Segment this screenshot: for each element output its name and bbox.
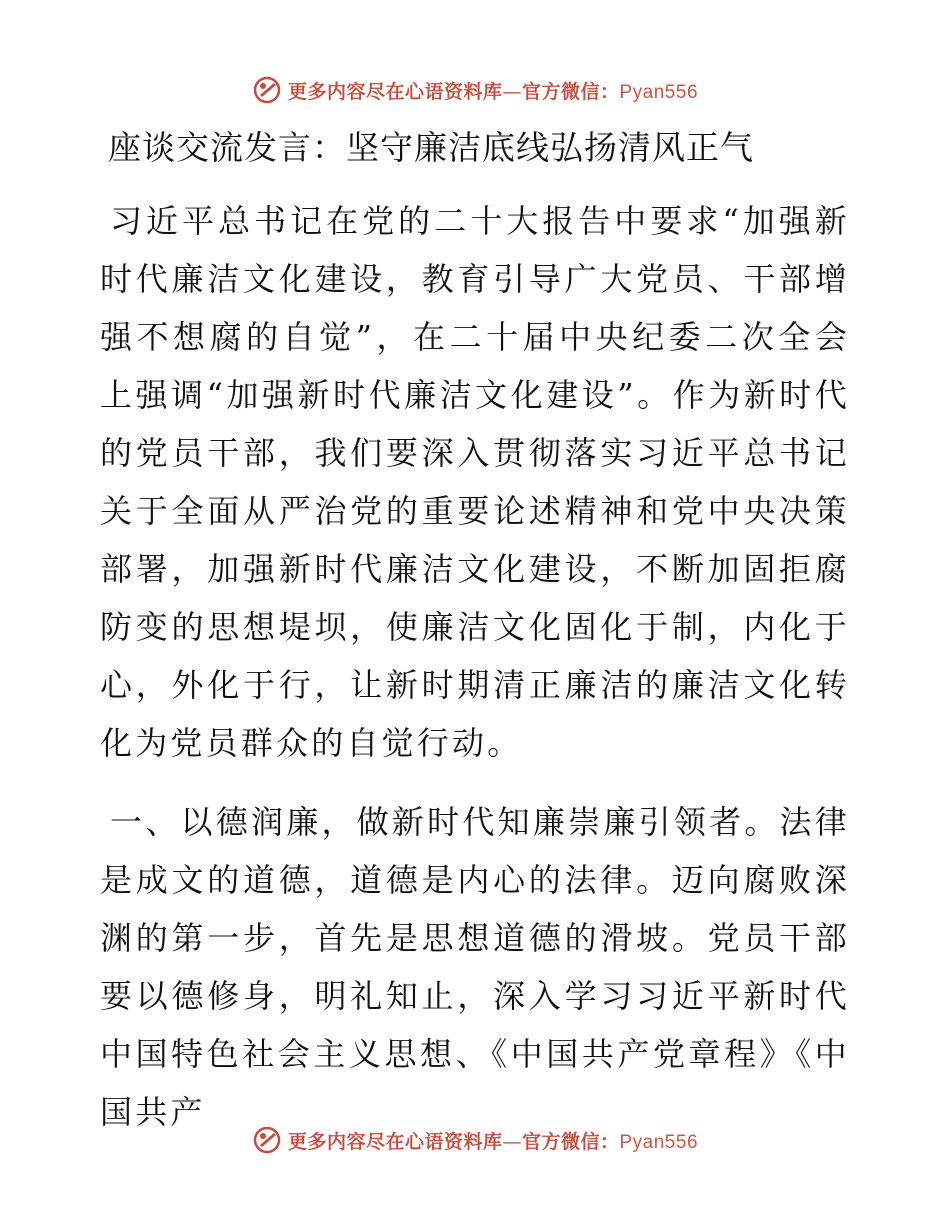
document-title: 座谈交流发言：坚守廉洁底线弘扬清风正气 [108, 128, 754, 167]
paragraph-intro: 习近平总书记在党的二十大报告中要求“加强新时代廉洁文化建设，教育引导广大党员、干部增强不想腐的自觉”，在二十届中央纪委二次全会上强调“加强新时代廉洁文化建设”。作为新时代的党员干部，我们要深入贯彻落实习近平总书记关于全面从严治党的重要论述精神和党中央决策部署，加强新时代廉洁文化建设，不断加固拒腐防变的思想堤坝，使廉洁文化固化于制，内化于心，外化于行，让新时期清正廉洁的廉洁文化转化为党员群众的自觉行动。 [100, 202, 850, 762]
watermark-text: 更多内容尽在心语资料库—官方微信：Pyan556 [287, 80, 699, 103]
paragraph-section-one: 一、以德润廉，做新时代知廉崇廉引领者。法律是成文的道德，道德是内心的法律。迈向腐败深渊的第一步，首先是思想道德的滑坡。党员干部要以德修身，明礼知止，深入学习习近平新时代中国特色社会主义思想、《中国共产党章程》《中国共产 [100, 803, 850, 1131]
brand-logo-icon [252, 1125, 282, 1155]
brand-logo-icon [252, 75, 282, 105]
header-watermark [0, 70, 950, 110]
footer-watermark [0, 1120, 950, 1160]
watermark-text: 更多内容尽在心语资料库—官方微信：Pyan556 [287, 1130, 699, 1153]
